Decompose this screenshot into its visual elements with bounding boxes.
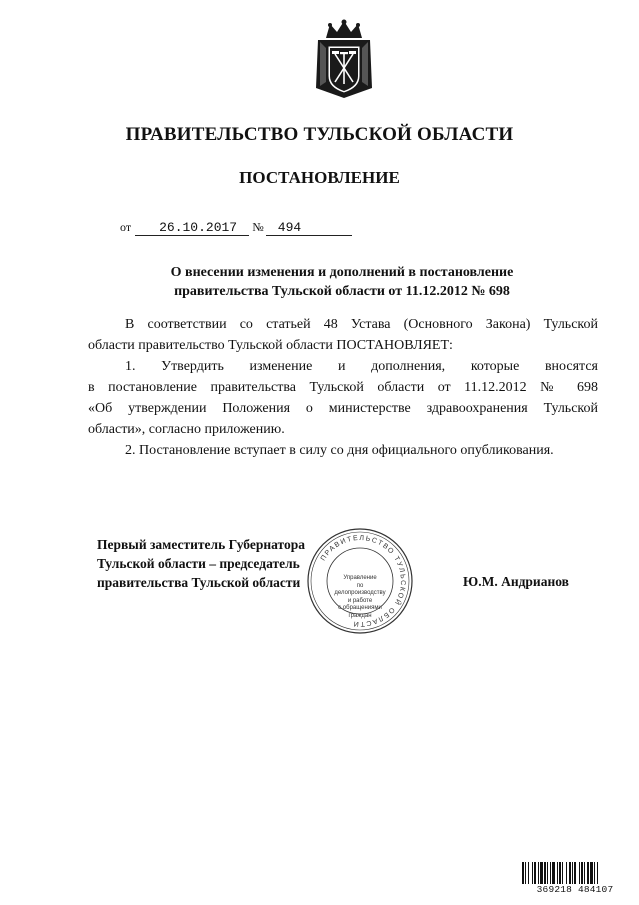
document-number: 494 xyxy=(266,220,352,236)
barcode-bar xyxy=(569,862,571,886)
signatory-title-line: Тульской области – председатель xyxy=(97,556,300,571)
stamp-line: по делопроизводству xyxy=(334,582,386,596)
document-subject xyxy=(0,263,639,301)
barcode-bar xyxy=(557,862,558,886)
barcode-bar xyxy=(572,862,573,886)
stamp-line: Управление xyxy=(343,575,377,581)
barcode-bar xyxy=(594,862,595,886)
barcode-bar xyxy=(525,862,526,886)
barcode-bar xyxy=(550,862,551,886)
government-title: ПРАВИТЕЛЬСТВО ТУЛЬСКОЙ ОБЛАСТИ xyxy=(125,124,514,145)
body-line: 2. Постановление вступает в силу со дня официального опубликования. xyxy=(125,443,554,458)
signatory-title-line: Первый заместитель Губернатора xyxy=(97,537,305,552)
barcode-bar xyxy=(547,862,548,886)
barcode-bar xyxy=(528,862,529,886)
stamp-line: граждан xyxy=(348,612,372,619)
barcode-bar xyxy=(584,862,585,886)
barcode-bar xyxy=(534,862,536,886)
barcode-bar xyxy=(552,862,555,886)
barcode-bar xyxy=(540,862,543,886)
document-type: ПОСТАНОВЛЕНИЕ xyxy=(239,168,400,187)
barcode-bar xyxy=(590,862,593,886)
barcode-bar xyxy=(538,862,539,886)
stamp-ring-text: ПРАВИТЕЛЬСТВО ТУЛЬСКОЙ ОБЛАСТИ xyxy=(319,534,407,628)
body-line: области», согласно приложению. xyxy=(88,422,285,437)
body-line: 1. Утвердить изменение и дополнения, которые вносятся xyxy=(125,359,598,374)
barcode xyxy=(521,862,629,902)
body-line: в постановление правительства Тульской области от 11.12.2012 № 698 xyxy=(88,380,598,395)
barcode-bar xyxy=(562,862,563,886)
signatory-name: Ю.М. Андрианов xyxy=(463,574,569,589)
document-body xyxy=(88,314,598,461)
barcode-bar xyxy=(544,862,546,886)
signatory-title-line: правительства Тульской области xyxy=(97,575,301,590)
document-date: 26.10.2017 xyxy=(135,220,249,236)
signatory-title xyxy=(97,535,305,592)
number-label: № xyxy=(252,220,264,234)
stamp-line: с обращениями xyxy=(338,605,382,611)
barcode-bar xyxy=(579,862,580,886)
stamp-center-text xyxy=(332,575,388,620)
body-line: области правительство Тульской области ПОСТАНОВЛЯЕТ: xyxy=(88,338,453,353)
body-line: «Об утверждении Положения о министерстве здравоохранения Тульской xyxy=(88,401,598,416)
barcode-bar xyxy=(532,862,533,886)
barcode-bar xyxy=(574,862,576,886)
tula-coat-of-arms-icon xyxy=(312,18,376,100)
subject-line: О внесении изменения и дополнений в постановление xyxy=(170,265,514,280)
barcode-bar xyxy=(566,862,567,886)
barcode-bar xyxy=(587,862,589,886)
barcode-bar xyxy=(559,862,561,886)
subject-line: правительства Тульской области от 11.12.2012 № 698 xyxy=(174,284,510,299)
barcode-bar xyxy=(522,862,524,886)
barcode-bar xyxy=(581,862,583,886)
barcode-number: 369218 484107 xyxy=(521,884,629,895)
body-line: В соответствии со статьей 48 Устава (Основного Закона) Тульской xyxy=(125,317,598,332)
stamp-line: и работе xyxy=(347,597,373,604)
barcode-bar xyxy=(597,862,598,886)
dateline xyxy=(120,219,352,236)
from-label: от xyxy=(120,220,132,234)
